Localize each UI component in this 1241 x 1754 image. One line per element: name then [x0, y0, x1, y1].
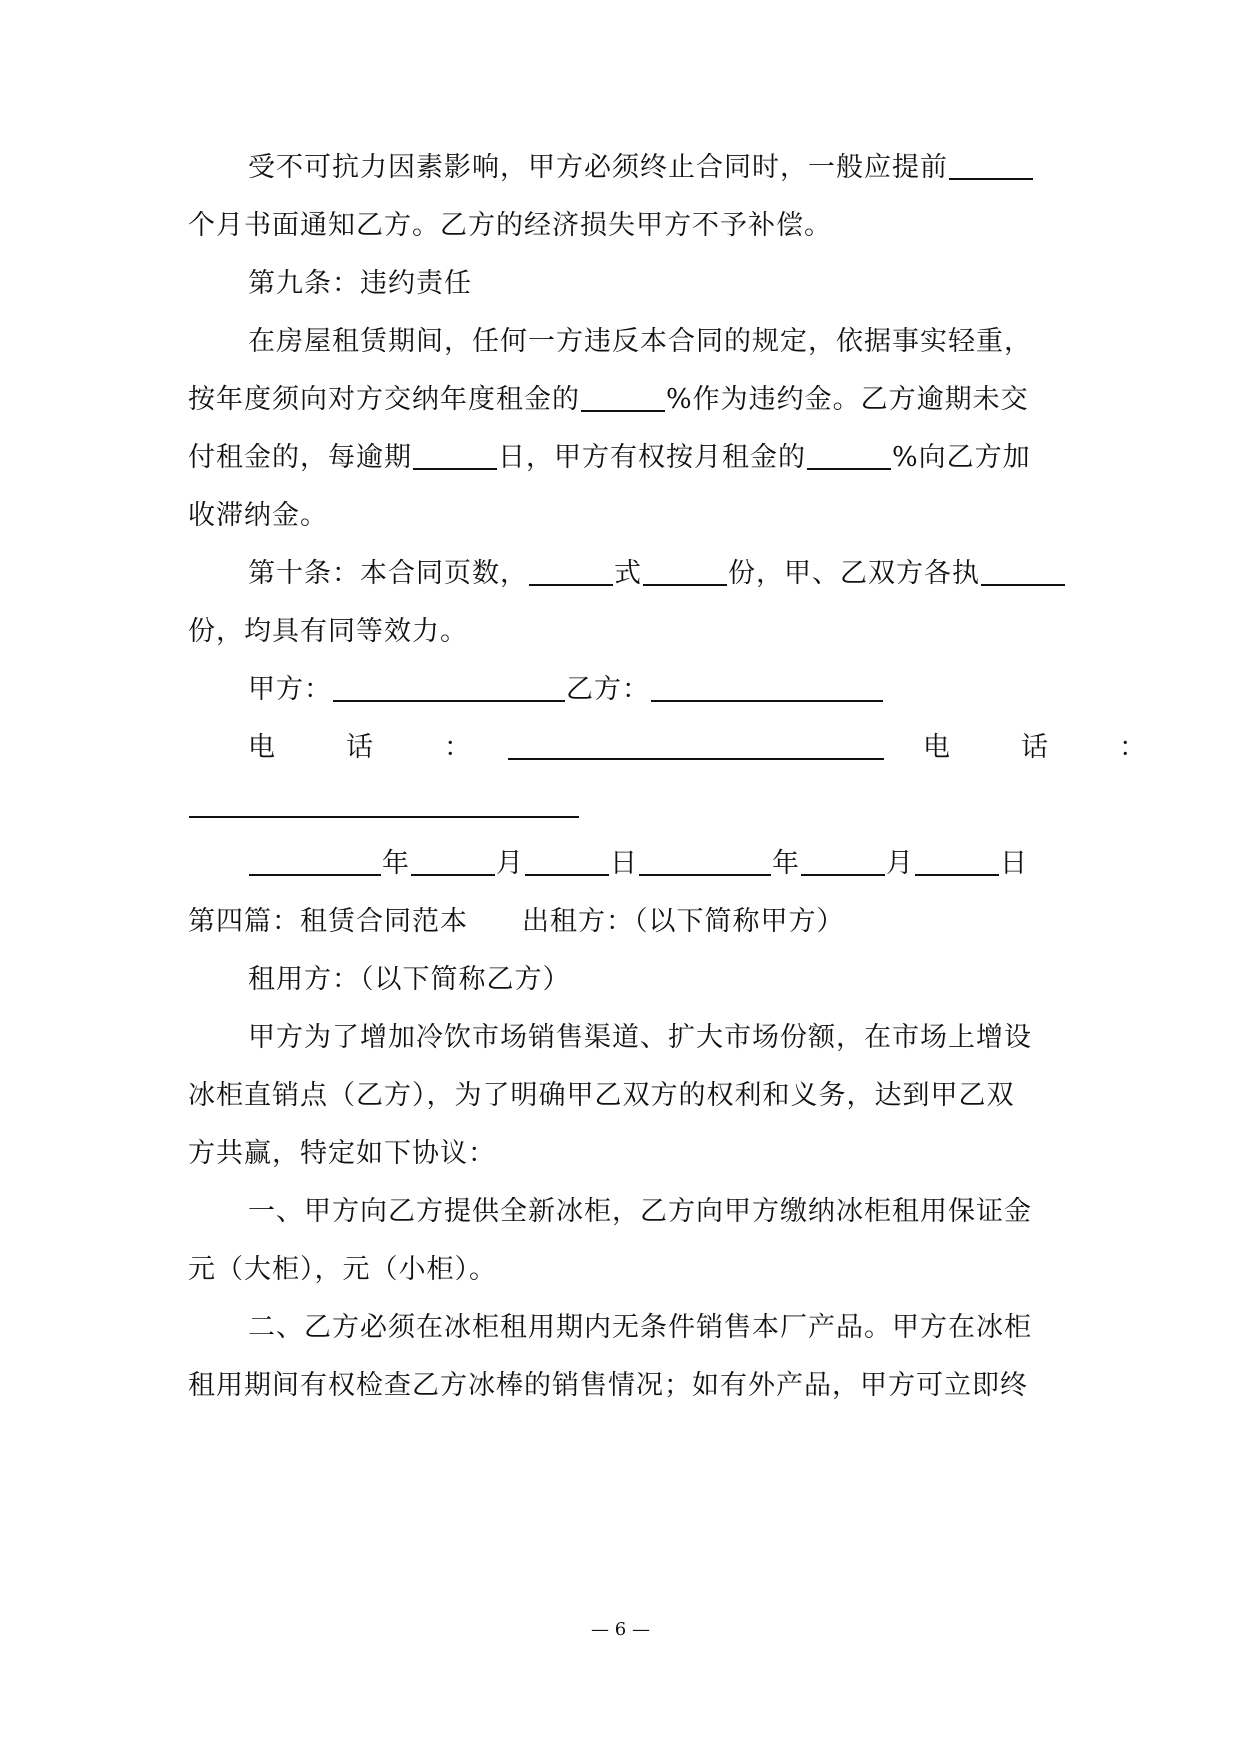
- day-blank: [915, 850, 999, 876]
- day-blank: [525, 850, 609, 876]
- text-segment: 式: [614, 558, 642, 589]
- blank-underline: [529, 560, 613, 586]
- month-blank: [801, 850, 885, 876]
- text-segment: 月: [886, 848, 914, 879]
- blank-underline: [643, 560, 727, 586]
- phone-a-blank: [508, 734, 884, 760]
- text-segment: 年: [382, 848, 410, 879]
- phone-a-label: 电 话 ：: [248, 732, 493, 763]
- text-segment: 在房屋租赁期间，任何一方违反本合同的规定，依据事实轻重，: [248, 326, 1032, 357]
- text-segment: 付租金的，每逾期: [188, 442, 412, 473]
- text-line: [188, 1136, 1068, 1172]
- text-line: [248, 1020, 1128, 1056]
- phone-line: [248, 730, 1168, 766]
- text-line: [188, 208, 1068, 244]
- year-blank: [249, 850, 381, 876]
- party-b-label: 乙方：: [566, 674, 650, 705]
- text-line: [248, 1194, 1128, 1230]
- blank-underline: [807, 444, 891, 470]
- text-segment: 冰柜直销点（乙方），为了明确甲乙双方的权利和义务，达到甲乙双: [188, 1080, 1015, 1111]
- text-segment: 方共赢，特定如下协议：: [188, 1138, 496, 1169]
- text-segment: 租用方：（以下简称乙方）: [248, 964, 571, 995]
- date-line: [248, 846, 1128, 882]
- text-segment: 受不可抗力因素影响，甲方必须终止合同时，一般应提前: [248, 152, 948, 183]
- year-blank: [639, 850, 771, 876]
- text-segment: 份，甲、乙双方各执: [728, 558, 980, 589]
- text-segment: 出租方：（以下简称甲方）: [522, 906, 845, 937]
- text-segment: %作为违约金。乙方逾期未交: [666, 384, 1029, 415]
- phone-b-blank: [189, 792, 579, 818]
- text-segment: 日: [610, 848, 638, 879]
- text-line: [248, 1310, 1128, 1346]
- text-line: [188, 1368, 1068, 1404]
- text-segment: 月: [496, 848, 524, 879]
- text-segment: 收滞纳金。: [188, 500, 328, 531]
- blank-underline: [581, 386, 665, 412]
- blank-underline: [949, 154, 1033, 180]
- blank-underline: [981, 560, 1065, 586]
- text-segment: 日，甲方有权按月租金的: [498, 442, 806, 473]
- text-line: [248, 324, 1128, 360]
- text-segment: 一、甲方向乙方提供全新冰柜，乙方向甲方缴纳冰柜租用保证金: [248, 1196, 1032, 1227]
- text-segment: 第九条：违约责任: [248, 268, 472, 299]
- phone-b-label: 电 话 ：: [923, 732, 1168, 763]
- text-line: [248, 962, 1128, 998]
- party-b-blank: [651, 676, 883, 702]
- page-number: — 6 —: [591, 1619, 650, 1640]
- text-segment: 份，均具有同等效力。: [188, 616, 468, 647]
- text-line: [188, 382, 1068, 418]
- party-a-blank: [333, 676, 565, 702]
- party-a-label: 甲方：: [248, 674, 332, 705]
- text-segment: 二、乙方必须在冰柜租用期内无条件销售本厂产品。甲方在冰柜: [248, 1312, 1032, 1343]
- section-title: 第四篇：租赁合同范本: [188, 906, 468, 937]
- text-line: [188, 788, 1068, 824]
- text-segment: 元（大柜），元（小柜）。: [188, 1254, 497, 1285]
- text-segment: 按年度须向对方交纳年度租金的: [188, 384, 580, 415]
- article-heading: [248, 266, 1128, 302]
- month-blank: [411, 850, 495, 876]
- text-segment: %向乙方加: [892, 442, 1031, 473]
- blank-underline: [413, 444, 497, 470]
- text-segment: 日: [1000, 848, 1028, 879]
- text-line: [188, 1252, 1068, 1288]
- text-line: [188, 1078, 1068, 1114]
- text-segment: 第十条：本合同页数，: [248, 558, 528, 589]
- article-heading: [248, 556, 1128, 592]
- text-line: [248, 150, 1128, 186]
- text-segment: 年: [772, 848, 800, 879]
- text-segment: 甲方为了增加冷饮市场销售渠道、扩大市场份额，在市场上增设: [248, 1022, 1032, 1053]
- section-heading: [188, 904, 1068, 940]
- signature-line: [248, 672, 1128, 708]
- text-segment: 个月书面通知乙方。乙方的经济损失甲方不予补偿。: [188, 210, 832, 241]
- text-segment: 租用期间有权检查乙方冰棒的销售情况；如有外产品，甲方可立即终: [188, 1370, 1028, 1401]
- text-line: [188, 498, 1068, 534]
- text-line: [188, 440, 1068, 476]
- text-line: [188, 614, 1068, 650]
